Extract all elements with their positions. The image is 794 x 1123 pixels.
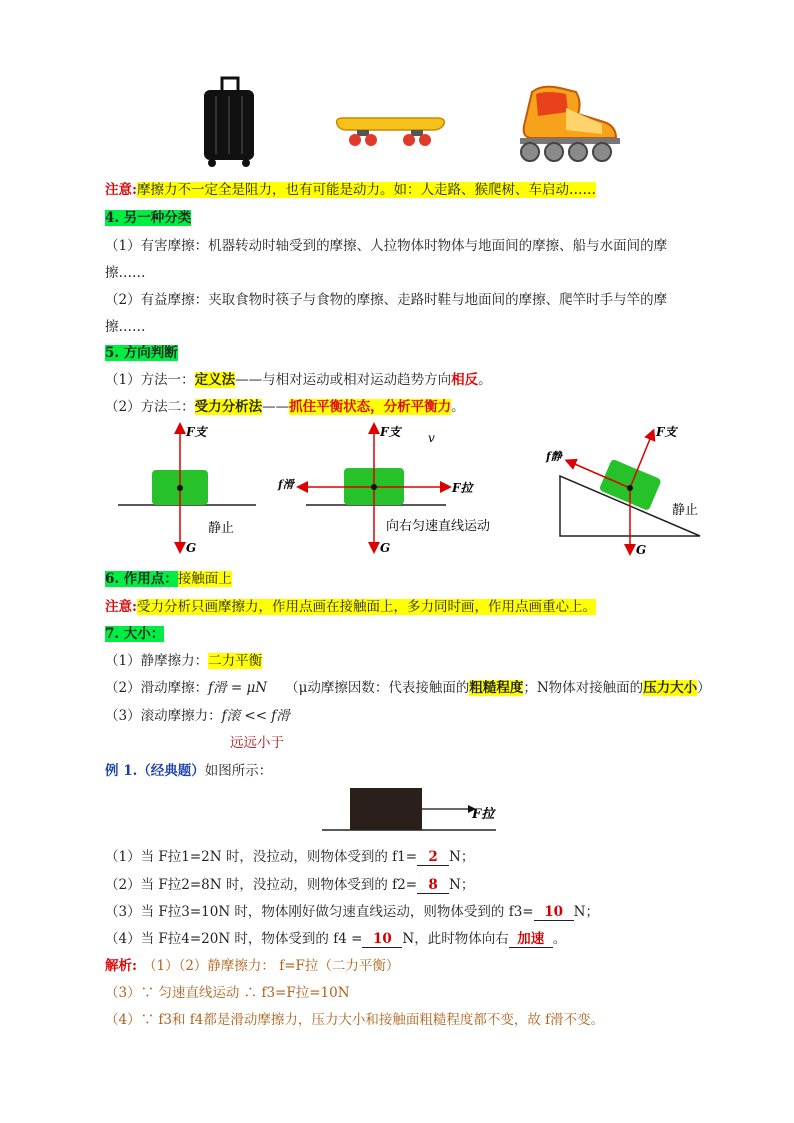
roller-skate-image (512, 82, 624, 164)
example-figure (320, 782, 510, 838)
example-heading: 例 1.（经典题）如图所示： (105, 763, 273, 779)
note-2: 注意:受力分析只画摩擦力，作用点画在接触面上，多力同时画，作用点画重心上。 (105, 599, 596, 615)
method-2: （2）方法二：受力分析法——抓住平衡状态，分析平衡力。 (105, 399, 465, 415)
velocity-label: v (428, 431, 435, 445)
diagram-incline (540, 418, 712, 560)
answer-3: 10 (534, 904, 574, 921)
gravity-label-3: G (636, 543, 647, 557)
question-2: （2）当 F拉2=8N 时，没拉动，则物体受到的 f2= 8 N； (105, 877, 475, 893)
diagram-uniform-motion (276, 418, 516, 560)
much-less-note: 远远小于 (230, 735, 284, 751)
section-4-item-2-cont: 擦…… (105, 319, 146, 335)
section-4-title: 4. 另一种分类 (105, 210, 192, 226)
diagram-static-block (112, 418, 262, 560)
section-7-title: 7. 大小： (105, 626, 165, 642)
note-text: 摩擦力不一定全是阻力，也有可能是动力。如：人走路、猴爬树、车启动…… (136, 182, 596, 198)
support-force-label: F支 (186, 425, 207, 439)
section-4-item-1: （1）有害摩擦：机器转动时轴受到的摩擦、人拉物体时物体与地面间的摩擦、船与水面间的摩 (105, 238, 668, 254)
question-4: （4）当 F拉4=20N 时，物体受到的 f4 = 10 N，此时物体向右 加速 。 (105, 927, 566, 948)
section-4-item-2: （2）有益摩擦：夹取食物时筷子与食物的摩擦、走路时鞋与地面间的摩擦、爬竿时手与竿的摩 (105, 292, 668, 308)
method-1: （1）方法一：定义法——与相对运动或相对运动趋势方向相反。 (105, 372, 492, 388)
sliding-friction-label: f滑 (278, 478, 294, 491)
support-force-label-3: F支 (656, 425, 677, 439)
skateboard-image (333, 112, 448, 150)
answer-2: 8 (417, 877, 449, 894)
gravity-label-2: G (380, 541, 391, 555)
pull-force-label-example: F拉 (472, 807, 495, 822)
answer-1: 2 (417, 849, 449, 866)
rolling-friction-size: （3）滚动摩擦力：f滚 << f滑 (105, 708, 290, 724)
static-friction-size: （1）静摩擦力：二力平衡 (105, 653, 263, 669)
sliding-friction-size: （2）滑动摩擦：f滑 = μN （μ动摩擦因数：代表接触面的粗糙程度；N物体对接触面的压力大小） (105, 680, 711, 696)
section-6: 6. 作用点：接触面上 (105, 571, 232, 587)
analysis-line-2: （3）∵ 匀速直线运动 ∴ f3=F拉=10N (105, 985, 350, 1001)
question-3: （3）当 F拉3=10N 时，物体刚好做匀速直线运动，则物体受到的 f3= 10 N； (105, 904, 599, 920)
answer-4: 10 (362, 931, 402, 948)
note-1 (105, 178, 596, 198)
static-label: 静止 (208, 521, 235, 536)
analysis-line-1: 解析: （1）（2）静摩擦力： f=F拉（二力平衡） (105, 958, 400, 974)
section-5-title: 5. 方向判断 (105, 345, 178, 361)
static-friction-label: f静 (546, 450, 562, 463)
question-1: （1）当 F拉1=2N 时，没拉动，则物体受到的 f1= 2 N； (105, 849, 475, 865)
analysis-line-3: （4）∵ f3和 f4都是滑动摩擦力，压力大小和接触面粗糙程度都不变，故 f滑不变。 (105, 1012, 605, 1028)
section-4-item-1-cont: 擦…… (105, 265, 146, 281)
support-force-label-2: F支 (380, 425, 401, 439)
answer-4b: 加速 (509, 927, 553, 948)
static-label-2: 静止 (672, 503, 699, 518)
uniform-motion-label: 向右匀速直线运动 (386, 519, 491, 534)
suitcase-image (198, 76, 260, 168)
gravity-label: G (186, 541, 197, 555)
pull-force-label: F拉 (452, 481, 473, 495)
note-label: 注意: (105, 182, 137, 198)
